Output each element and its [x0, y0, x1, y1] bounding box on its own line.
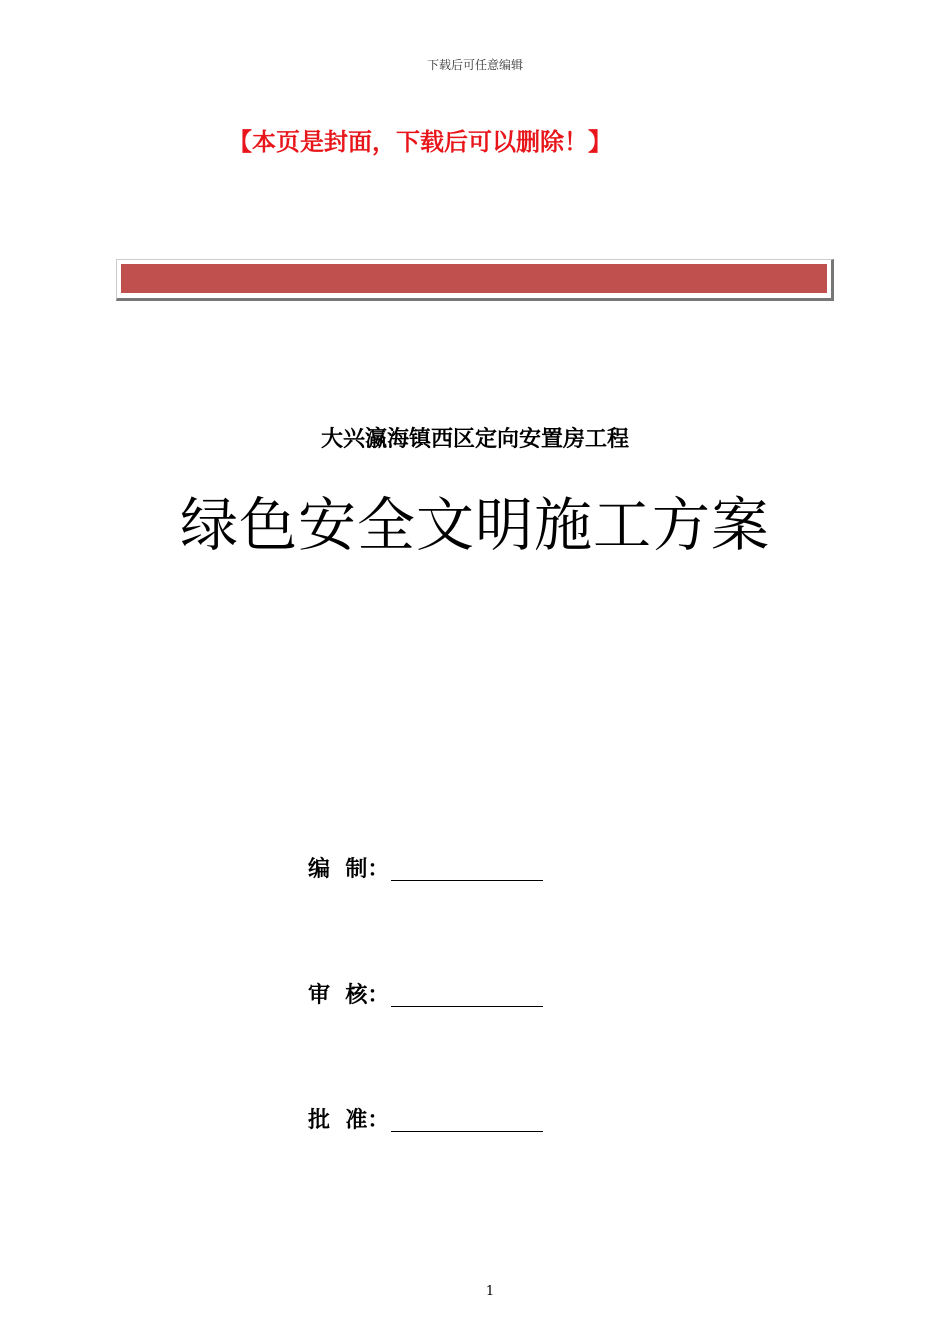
- decorative-banner: [116, 259, 834, 301]
- reviewed-by-label: 审 核：: [308, 983, 390, 1008]
- approved-by-label: 批 准：: [308, 1108, 390, 1133]
- banner-fill: [121, 264, 827, 293]
- project-subtitle: 大兴瀛海镇西区定向安置房工程: [320, 427, 629, 452]
- page-number: 1: [485, 1284, 495, 1299]
- reviewed-by-line: [391, 1006, 543, 1007]
- reviewed-by-row: [308, 981, 543, 1011]
- approved-by-line: [391, 1131, 543, 1132]
- prepared-by-row: [308, 855, 543, 885]
- cover-removal-notice: 【本页是封面，下载后可以删除！】: [228, 128, 612, 156]
- approved-by-row: [308, 1106, 543, 1136]
- header-note: 下载后可任意编辑: [426, 58, 523, 72]
- document-title: 绿色安全文明施工方案: [179, 491, 770, 559]
- prepared-by-label: 编 制：: [308, 857, 390, 882]
- prepared-by-line: [391, 880, 543, 881]
